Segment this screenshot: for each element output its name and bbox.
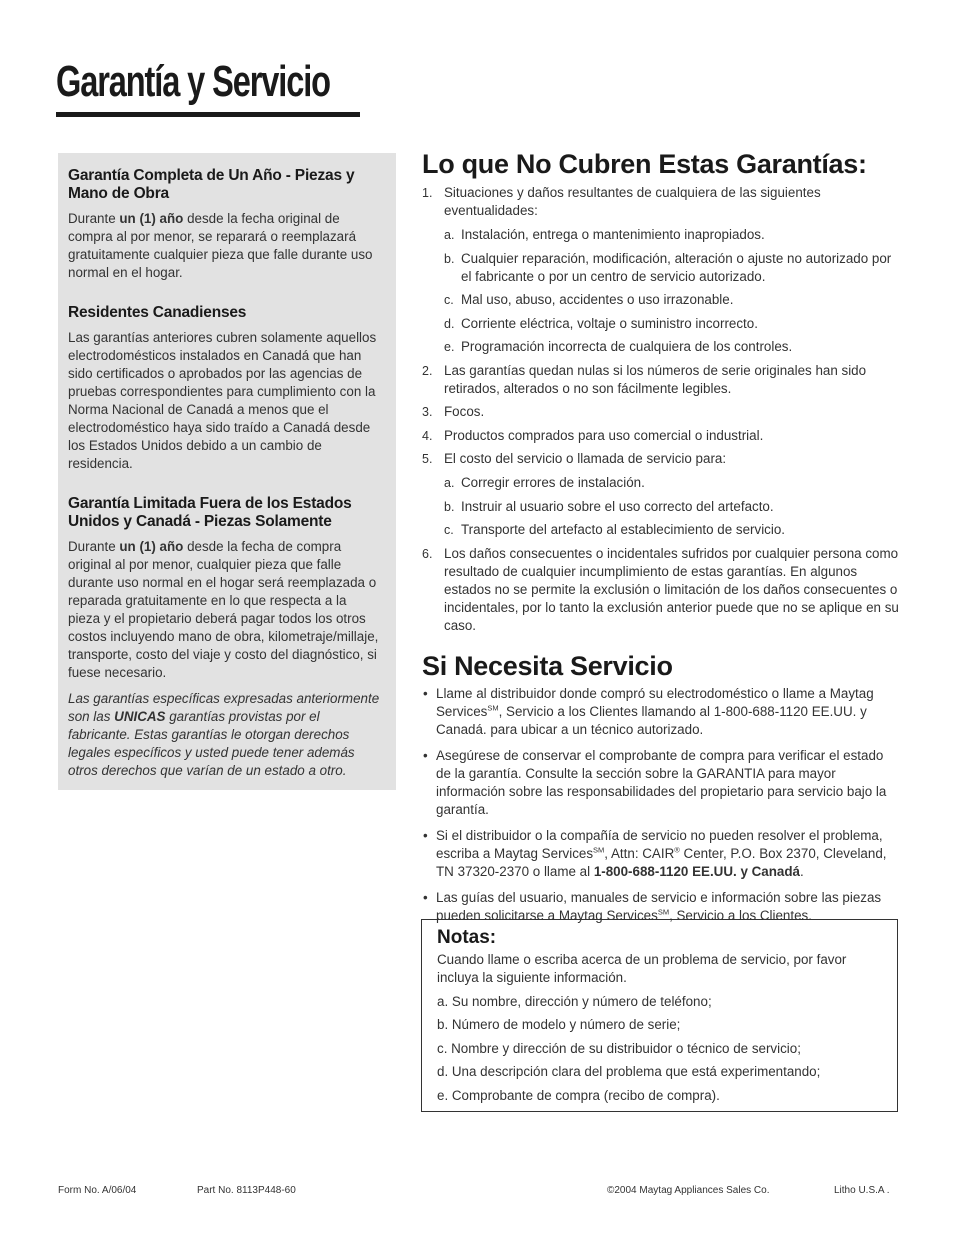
- warranty-box: [58, 153, 396, 790]
- title-underline: [56, 112, 360, 117]
- form-number: Form No. A/06/04: [58, 1185, 137, 1196]
- canadian-residents-heading: Residentes Canadienses: [68, 304, 247, 321]
- exclusion-item: 3. Focos.: [422, 404, 485, 419]
- notes-item: a. Su nombre, dirección y número de teléfono;: [437, 993, 712, 1009]
- warranty-disclaimer: Las garantías específicas expresadas anteriormente son las UNICAS garantías provistas por el fabricante. Estas garantías le otorgan derechos legales específicos y usted puede tener además otros derechos que varían de un estado a otro.: [68, 691, 380, 778]
- service-list: [422, 685, 900, 925]
- notes-box: [421, 919, 898, 1112]
- exclusion-subitem: b. Instruir al usuario sobre el uso correcto del artefacto.: [444, 498, 774, 514]
- notes-item: c. Nombre y dirección de su distribuidor o técnico de servicio;: [437, 1040, 801, 1056]
- canadian-residents-text: Las garantías anteriores cubren solamente aquellos electrodomésticos instalados en Canadá que han sido certificados o aprobados por las agencias de pruebas correspondientes para cumplimiento con la Norma Nacional de Canadá a menos que el electrodoméstico haya sido traído a Canadá desde los Estados Unidos debido a un cambio de residencia.: [68, 330, 377, 471]
- limited-warranty-text: Durante un (1) año desde la fecha de compra original al por menor, cualquier pieza que falle durante uso normal en el hogar será reemplazada o reparada gratuitamente en lo que respecta a la pieza y el propietario deberá pagar todos los otros costos incluyendo mano de obra, kilometraje/millaje, transporte, costo del viaje y costo del diagnóstico, si fuese necesario.: [68, 539, 379, 680]
- exclusions-heading: Lo que No Cubren Estas Garantías:: [422, 149, 867, 179]
- exclusion-item: 5. El costo del servicio o llamada de servicio para: a. Corregir errores de instalación. b. Instruir al usuario sobre el uso correcto del artefacto. c. Transporte del artefacto al establecimiento de servicio.: [422, 450, 900, 539]
- exclusions-list: [422, 184, 900, 635]
- notes-list: [437, 993, 883, 1105]
- notes-item: b. Número de modelo y número de serie;: [437, 1017, 681, 1032]
- service-heading: Si Necesita Servicio: [422, 650, 673, 681]
- exclusion-subitem: a. Corregir errores de instalación.: [444, 475, 645, 490]
- right-column: [422, 148, 900, 933]
- full-warranty-heading: Garantía Completa de Un Año - Piezas y Mano de Obra: [68, 167, 355, 202]
- notes-item: e. Comprobante de compra (recibo de compra).: [437, 1087, 720, 1103]
- list-item: • Las guías del usuario, manuales de servicio e información sobre las piezas pueden solicitarse a Maytag Services℠, Servicio a los Clientes.: [423, 889, 882, 923]
- notes-item: d. Una descripción clara del problema que está experimentando;: [437, 1064, 821, 1079]
- exclusion-item: 2. Las garantías quedan nulas si los números de serie originales han sido retirados, alterados o no son fácilmente legibles.: [422, 362, 867, 396]
- full-warranty-text: Durante un (1) año desde la fecha original de compra al por menor, se reparará o reemplazará gratuitamente cualquier pieza que falle durante uso normal en el hogar.: [68, 211, 373, 280]
- exclusion-subitem: a. Instalación, entrega o mantenimiento inapropiados.: [444, 227, 765, 242]
- exclusion-item: 6. Los daños consecuentes o incidentales sufridos por cualquier persona como resultado de cualquier incumplimiento de estas garantías. En algunos estados no se permite la exclusión o limitación de los daños consecuentes o incidentales, por lo tanto la exclusión anterior puede que no se aplique en su caso.: [422, 545, 899, 633]
- exclusion-subitem: e. Programación incorrecta de cualquiera de los controles.: [444, 339, 793, 354]
- exclusion-item: 1. Situaciones y daños resultantes de cualquiera de las siguientes eventualidades: a. Instalación, entrega o mantenimiento inapropiados. b. Cualquier reparación, modificación, alteración o ajuste no autorizado por el fabricante o por un centro de servicio autorizado. c. Mal uso, abuso, accidentes o uso irrazonable. d. Corriente eléctrica, voltaje o suministro incorrecto. e. Programación incorrecta de cualquiera de los controles.: [422, 184, 900, 356]
- limited-warranty-heading: Garantía Limitada Fuera de los Estados Unidos y Canadá - Piezas Solamente: [68, 495, 352, 530]
- list-item: • Llame al distribuidor donde compró su electrodoméstico o llame a Maytag Services℠, Servicio a los Clientes llamando al 1-800-688-1120 EE.UU. y Canadá. para ubicar a un técnico autorizado.: [423, 685, 874, 737]
- page-title-block: [56, 56, 360, 117]
- list-item: • Si el distribuidor o la compañía de servicio no pueden resolver el problema, escriba a Maytag Services℠, Attn: CAIR® Center, P.O. Box 2370, Cleveland, TN 37320-2370 o llame al 1-800-688-1120 EE.UU. y Canadá.: [423, 827, 887, 879]
- exclusion-subitem: c. Transporte del artefacto al establecimiento de servicio.: [444, 522, 786, 537]
- exclusion-subitem: c. Mal uso, abuso, accidentes o uso irrazonable.: [444, 292, 734, 307]
- litho-label: Litho U.S.A .: [834, 1185, 890, 1196]
- list-item: • Asegúrese de conservar el comprobante de compra para verificar el estado de la garantía. Consulte la sección sobre la GARANTIA para mayor información sobre las responsabilidades del propietario para servicio bajo la garantía.: [423, 747, 887, 817]
- exclusion-item: 4. Productos comprados para uso comercial o industrial.: [422, 427, 764, 443]
- page-title: Garantía y Servicio: [56, 57, 330, 106]
- part-number: Part No. 8113P448-60: [197, 1185, 296, 1196]
- notes-heading: Notas:: [437, 927, 497, 948]
- exclusion-subitem: b. Cualquier reparación, modificación, alteración o ajuste no autorizado por el fabricante o por un centro de servicio autorizado.: [444, 250, 892, 284]
- exclusion-subitem: d. Corriente eléctrica, voltaje o suministro incorrecto.: [444, 315, 758, 331]
- copyright: ©2004 Maytag Appliances Sales Co.: [607, 1185, 770, 1196]
- notes-intro: Cuando llame o escriba acerca de un problema de servicio, por favor incluya la siguiente información.: [437, 952, 847, 985]
